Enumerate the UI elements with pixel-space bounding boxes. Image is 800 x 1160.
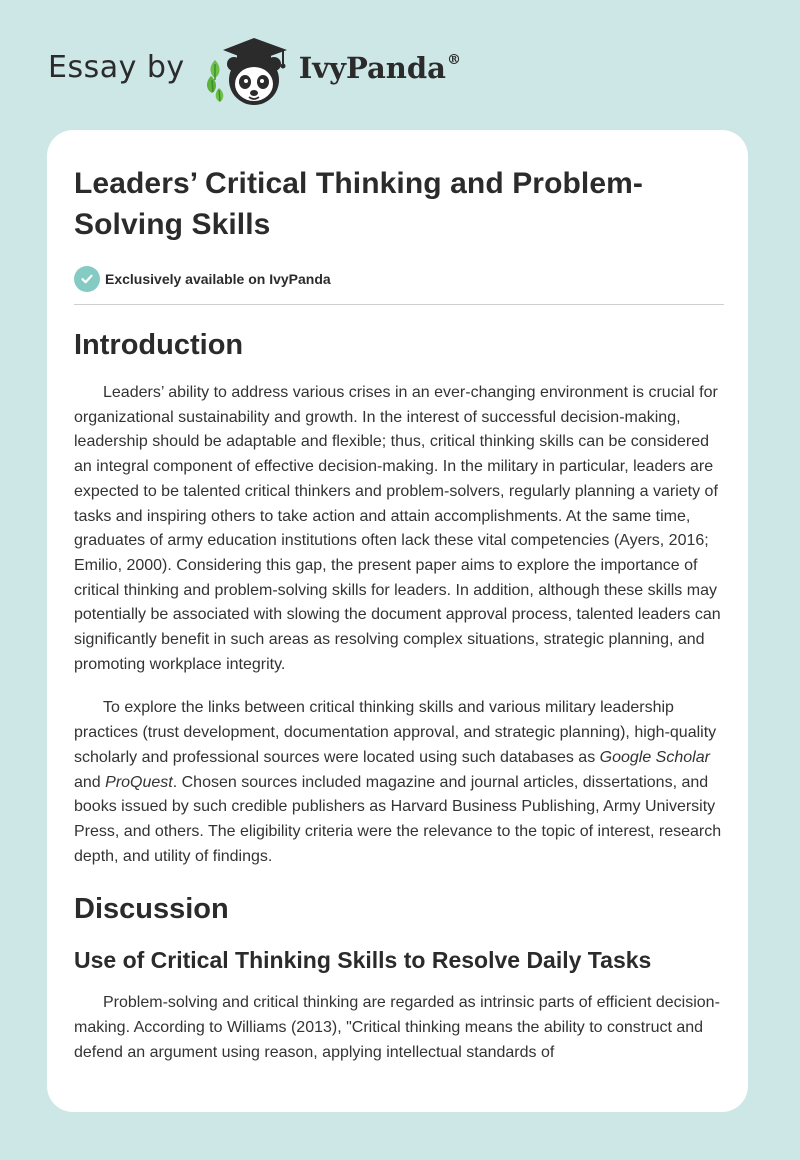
check-icon bbox=[74, 266, 100, 292]
subsection-heading: Use of Critical Thinking Skills to Resolve Daily Tasks bbox=[74, 947, 652, 974]
panda-graduate-icon[interactable] bbox=[199, 30, 295, 110]
divider bbox=[74, 304, 724, 305]
discussion-paragraph-1: Problem-solving and critical thinking are regarded as intrinsic parts of efficient decision-making. According to Williams (2013), "Critical thinking means the ability to construct and defend an argument using reason, applying intellectual standards of bbox=[74, 994, 720, 1061]
intro-paragraph-1: Leaders’ ability to address various crises in an ever-changing environment is crucial for organizational sustainability and growth. In the interest of successful decision-making, leadership should be adaptable and flexible; thus, critical thinking skills can be considered an integral component of effective decision-making. In the military in particular, leaders are expected to be talented critical thinkers and problem-solvers, regularly planning a variety of tasks and inspiring others to take action and attain accomplishments. At the same time, graduates of army education institutions often lack these vital competencies (Ayers, 2016; Emilio, 2000). Considering this gap, the present paper aims to explore the importance of critical thinking and problem-solving skills for leaders. In addition, although these skills may potentially be associated with slowing the document approval process, talented leaders can significantly benefit in such areas as resolving complex situations, strategic planning, and promoting workplace integrity. bbox=[74, 384, 721, 673]
page-title: Leaders’ Critical Thinking and Problem-Solving Skills bbox=[74, 167, 644, 241]
section-heading-discussion: Discussion bbox=[74, 893, 229, 926]
exclusive-label: Exclusively available on IvyPanda bbox=[105, 271, 331, 287]
exclusive-badge bbox=[74, 265, 724, 293]
database-name: Google Scholar bbox=[599, 748, 710, 766]
section-heading-introduction: Introduction bbox=[74, 329, 244, 361]
database-name: ProQuest bbox=[105, 773, 173, 791]
ivy-leaf-icon bbox=[207, 60, 223, 102]
brand-name: IvyPanda® bbox=[298, 51, 461, 85]
site-header bbox=[48, 30, 461, 110]
essay-card bbox=[47, 130, 748, 1112]
essay-content bbox=[74, 163, 724, 1084]
brand-prefix: Essay by bbox=[48, 49, 185, 85]
intro-paragraph-2: To explore the links between critical thinking skills and various military leadership practices (trust development, documentation approval, and strategic planning), high-quality scholarly and professional sources were located using such databases as Google Scholar and ProQuest. Chosen sources included magazine and journal articles, dissertations, and books issued by such credible publishers as Harvard Business Publishing, Army University Press, and others. The eligibility criteria were the relevance to the topic of interest, research depth, and utility of findings. bbox=[74, 699, 722, 865]
